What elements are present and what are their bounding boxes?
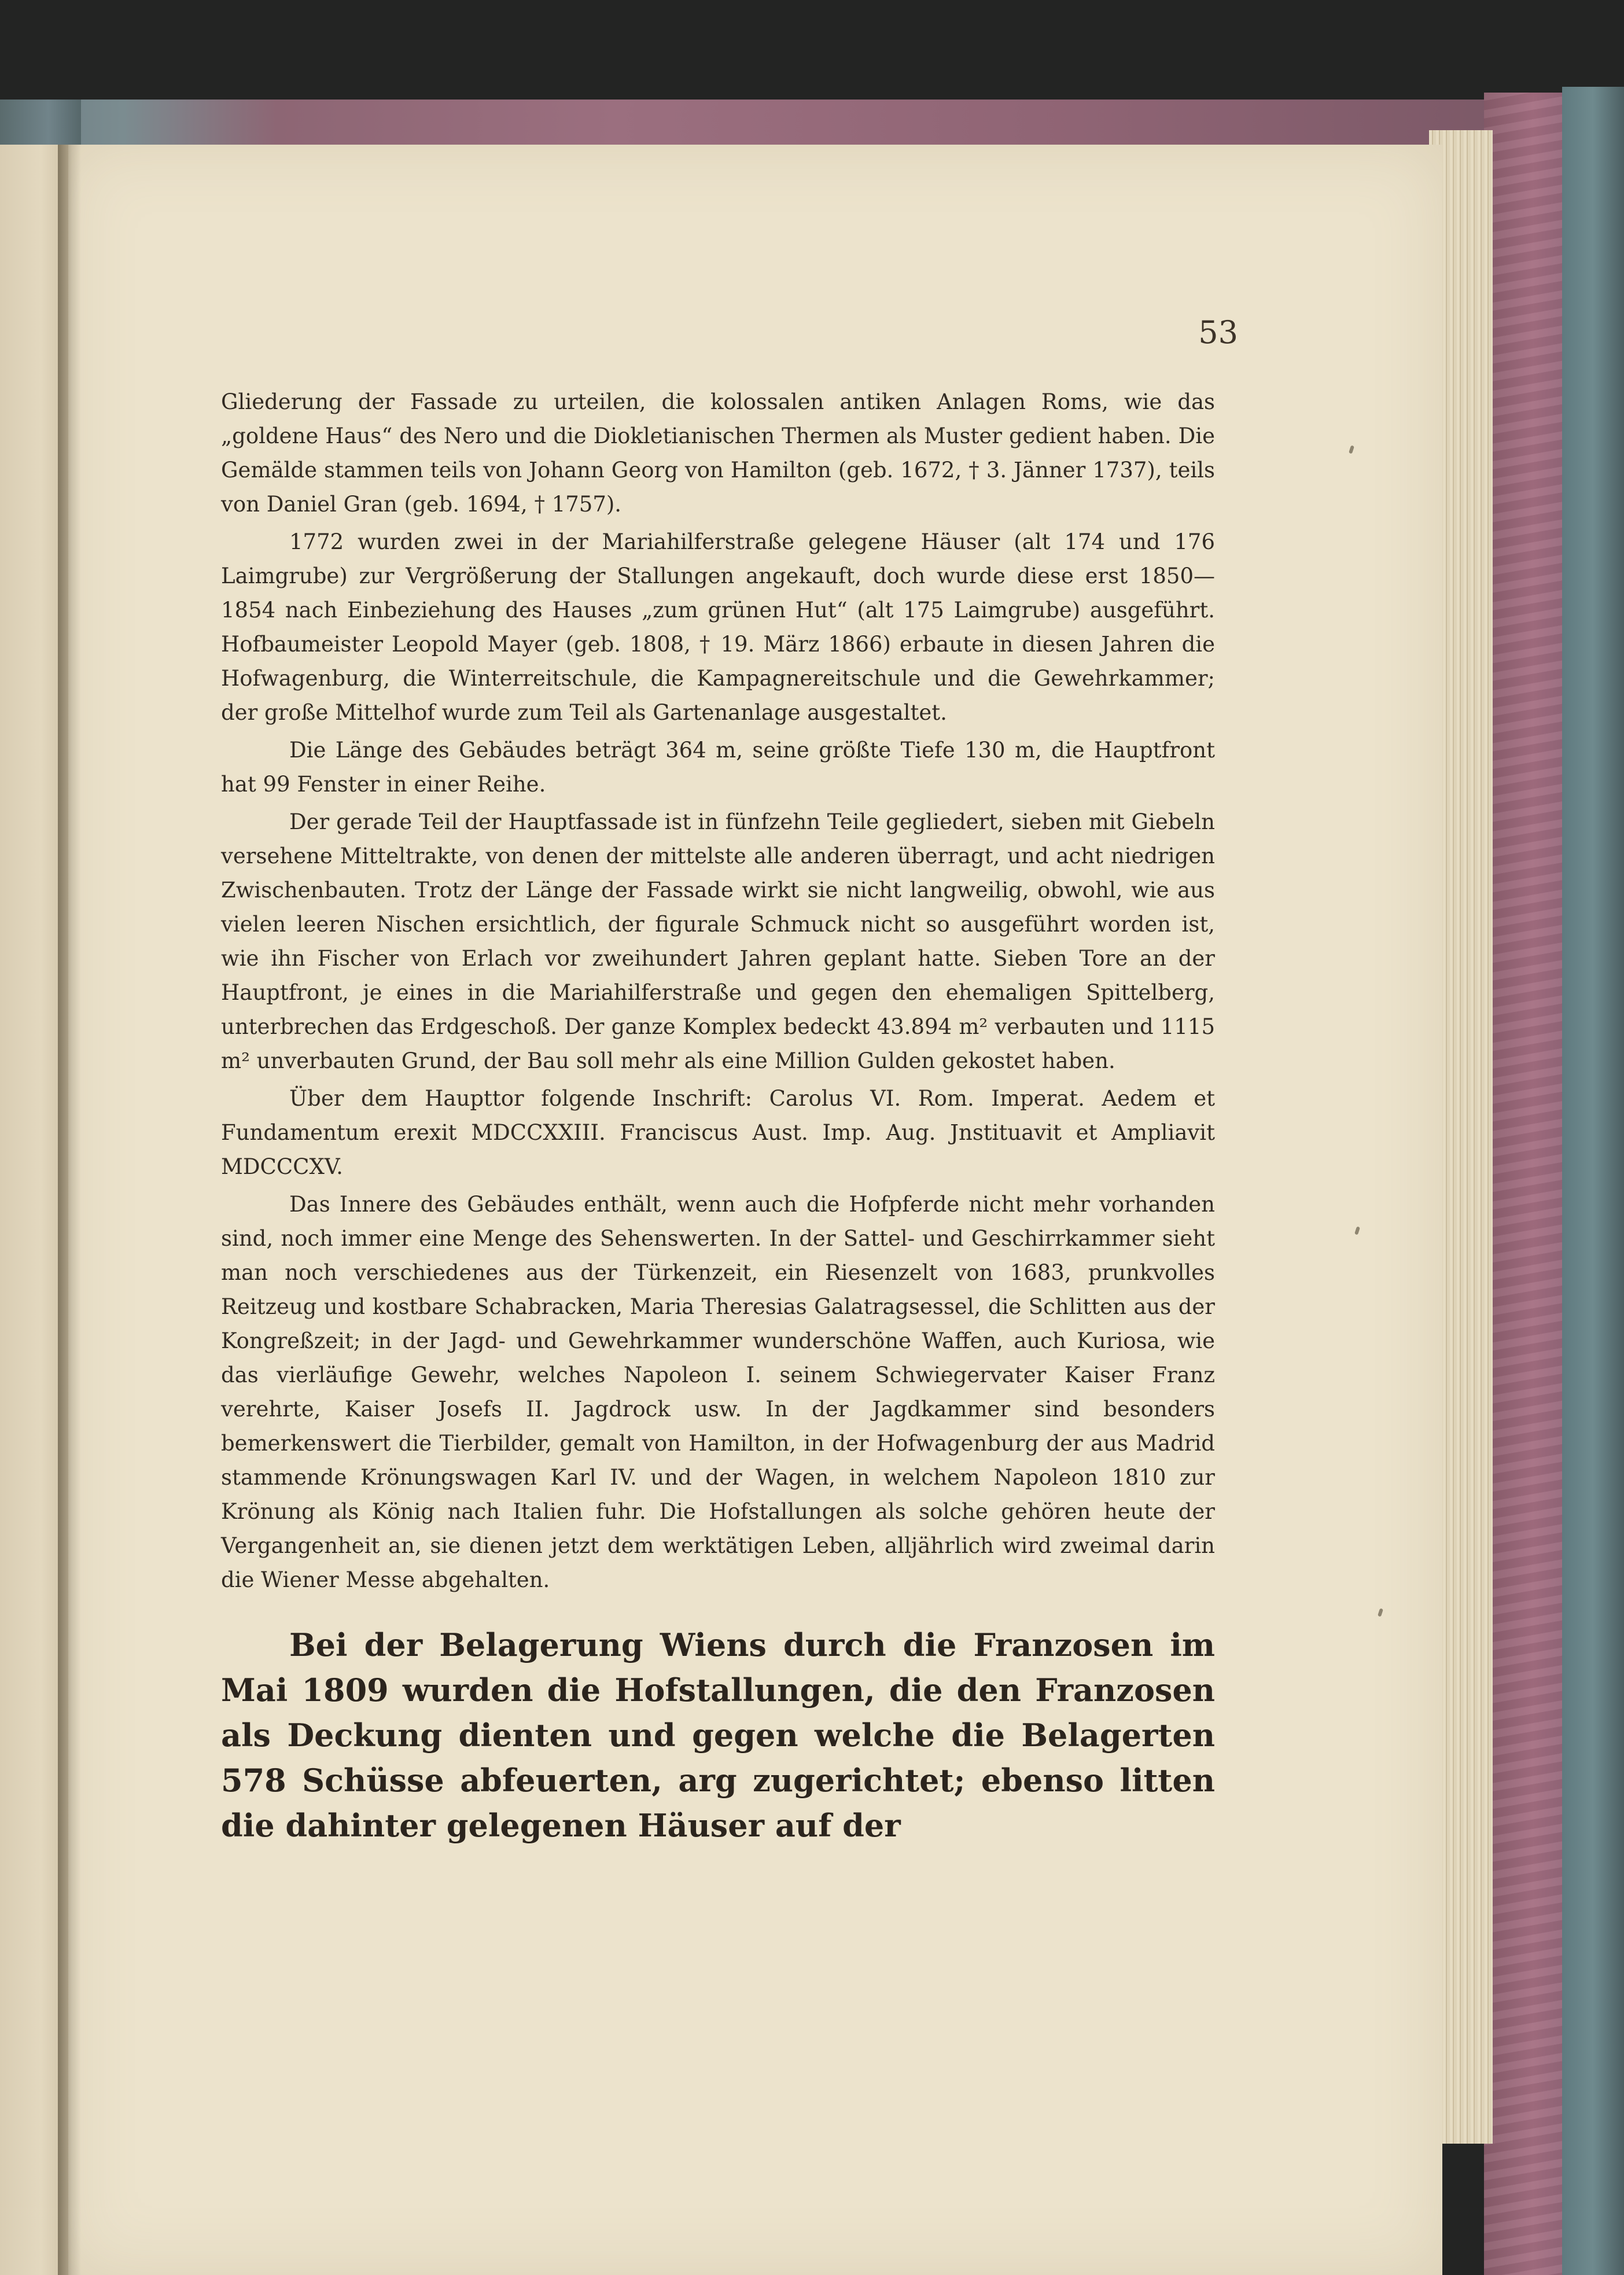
- paragraph: Gliederung der Fassade zu urteilen, die kolossalen antiken Anlagen Roms, wie das „goldene Haus“ des Nero und die Diokletianischen Thermen als Muster gedient haben. Die Gemälde stammen teils von Johann Georg von Hamilton (geb. 1672, † 3. Jänner 1737), teils von Daniel Gran (geb. 1694, † 1757).: [221, 389, 1215, 517]
- pencil-mark: [1378, 1608, 1383, 1617]
- page-number: 53: [1198, 314, 1238, 351]
- gutter-shadow: [58, 145, 81, 2275]
- body-text: [221, 385, 1215, 1879]
- pencil-mark: [1349, 445, 1354, 454]
- closing-paragraph-large: Bei der Belagerung Wiens durch die Franzosen im Mai 1809 wurden die Hofstallungen, die den Franzosen als Deckung dienten und gegen welche die Belagerten 578 Schüsse abfeuerten, arg zugerichtet; ebenso litten die dahinter gelegenen Häuser auf der: [221, 1626, 1215, 1844]
- pencil-mark: [1354, 1226, 1360, 1235]
- paragraph: Die Länge des Gebäudes beträgt 364 m, seine größte Tiefe 130 m, die Hauptfront hat 99 Fenster in einer Reihe.: [221, 738, 1215, 797]
- paragraph: Über dem Haupttor folgende Inschrift: Carolus VI. Rom. Imperat. Aedem et Fundamentum erexit MDCCXXIII. Franciscus Aust. Imp. Aug. Jnstituavit et Ampliavit MDCCCXV.: [221, 1086, 1215, 1179]
- paragraph: Der gerade Teil der Hauptfassade ist in fünfzehn Teile gegliedert, sieben mit Giebeln versehene Mitteltrakte, von denen der mittelste alle anderen überragt, und acht niedrigen Zwischenbauten. Trotz der Länge der Fassade wirkt sie nicht langweilig, obwohl, wie aus vielen leeren Nischen ersichtlich, der figurale Schmuck nicht so ausgeführt worden ist, wie ihn Fischer von Erlach vor zweihundert Jahren geplant hatte. Sieben Tore an der Hauptfront, je eines in die Mariahilferstraße und gegen den ehemaligen Spittelberg, unterbrechen das Erdgeschoß. Der ganze Komplex bedeckt 43.894 m² verbauten und 1115 m² unverbauten Grund, der Bau soll mehr als eine Million Gulden gekostet haben.: [221, 809, 1215, 1073]
- book-cover-right-edge: [1562, 87, 1624, 2275]
- book-cover-top-edge: [0, 100, 1539, 146]
- paragraph: 1772 wurden zwei in der Mariahilferstraße gelegene Häuser (alt 174 und 176 Laimgrube) zur Vergrößerung der Stallungen angekauft, doch wurde diese erst 1850—1854 nach Einbeziehung des Hauses „zum grünen Hut“ (alt 175 Laimgrube) ausgeführt. Hofbaumeister Leopold Mayer (geb. 1808, † 19. März 1866) erbaute in diesen Jahren die Hofwagenburg, die Winterreitschule, die Kampagnereitschule und die Gewehrkammer; der große Mittelhof wurde zum Teil als Gartenanlage ausgestaltet.: [221, 529, 1215, 725]
- paragraph: Das Innere des Gebäudes enthält, wenn auch die Hofpferde nicht mehr vorhanden sind, noch immer eine Menge des Sehenswerten. In der Sattel- und Geschirrkammer sieht man noch verschiedenes aus der Türkenzeit, ein Riesenzelt von 1683, prunkvolles Reitzeug und kostbare Schabracken, Maria Theresias Galatragsessel, die Schlitten aus der Kongreßzeit; in der Jagd- und Gewehrkammer wunderschöne Waffen, auch Kuriosa, wie das vierläufige Gewehr, welches Napoleon I. seinem Schwiegervater Kaiser Franz verehrte, Kaiser Josefs II. Jagdrock usw. In der Jagdkammer sind besonders bemerkenswert die Tierbilder, gemalt von Hamilton, in der Hofwagenburg der aus Madrid stammende Krönungswagen Karl IV. und der Wagen, in welchem Napoleon 1810 zur Krönung als König nach Italien fuhr. Die Hofstallungen als solche gehören heute der Vergangenheit an, sie dienen jetzt dem werktätigen Leben, alljährlich wird zweimal darin die Wiener Messe abgehalten.: [221, 1192, 1215, 1592]
